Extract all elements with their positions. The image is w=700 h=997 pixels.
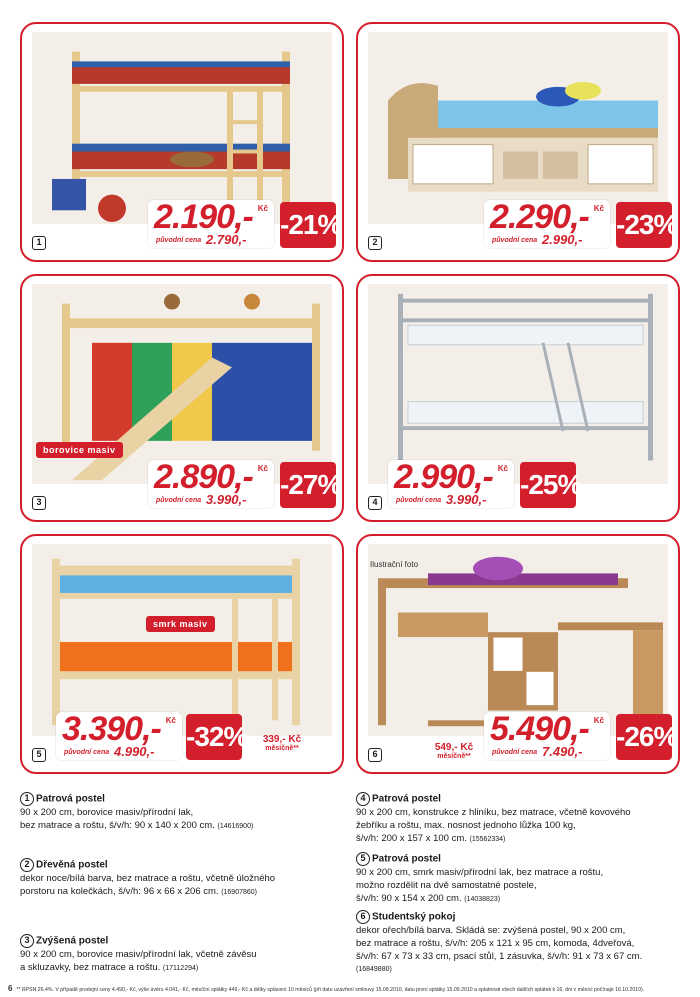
- product-card-3[interactable]: [20, 274, 344, 522]
- product-code: (16849880): [356, 966, 392, 973]
- original-price: 2.790,-: [206, 232, 247, 247]
- original-price-label: původní cena: [492, 237, 538, 244]
- description-line: možno rozdělit na dvě samostatné postele,: [356, 880, 537, 891]
- original-price: 2.990,-: [542, 232, 583, 247]
- product-code: (15562334): [469, 836, 506, 843]
- discount-badge: -25%: [520, 462, 576, 508]
- description-line: dekor ořech/bílá barva. Skládá se: zvýšená postel, 90 x 200 cm,: [356, 925, 626, 936]
- monthly-value: 549,- Kč: [434, 742, 474, 753]
- monthly-label: měsíčně**: [437, 753, 471, 760]
- product-number: 2: [368, 236, 382, 250]
- price-box: [148, 460, 274, 508]
- product-photo-bunk-bed-pine: [32, 32, 332, 224]
- description-1: [20, 792, 340, 833]
- monthly-installment: [422, 742, 486, 760]
- sale-price: 2.190,-: [154, 198, 253, 236]
- discount-badge: -23%: [616, 202, 672, 248]
- description-number: 4: [356, 792, 370, 806]
- description-3: [20, 934, 340, 975]
- description-2: [20, 858, 340, 899]
- original-price-label: původní cena: [64, 749, 110, 756]
- price-box: [484, 200, 610, 248]
- discount-badge: -27%: [280, 462, 336, 508]
- price-box: [388, 460, 514, 508]
- description-title: Studentský pokoj: [372, 911, 456, 923]
- description-6: [356, 910, 696, 976]
- original-price: 4.990,-: [114, 744, 155, 759]
- sale-price: 5.490,-: [490, 710, 589, 748]
- product-card-2[interactable]: [356, 22, 680, 262]
- discount-badge: -21%: [280, 202, 336, 248]
- description-line: 90 x 200 cm, borovice masiv/přírodní lak, včetně závěsu: [20, 949, 257, 960]
- description-4: [356, 792, 686, 846]
- original-price: 3.990,-: [446, 492, 487, 507]
- photo-note: Ilustrační foto: [370, 560, 419, 569]
- description-line: a skluzavky, bez matrace a roštu.: [20, 962, 161, 973]
- description-5: [356, 852, 686, 906]
- description-line: dekor noce/bílá barva, bez matrace a roštu, včetně úložného: [20, 873, 276, 884]
- price-box: [148, 200, 274, 248]
- product-photo-metal-bunk-bed: [368, 284, 668, 484]
- description-line: š/v/h: 67 x 73 x 33 cm, psací stůl, 1 zásuvka, š/v/h: 91 x 73 x 67 cm.: [356, 951, 643, 962]
- footer-disclaimer: [8, 984, 692, 993]
- description-line: š/v/h: 200 x 157 x 100 cm.: [356, 833, 467, 844]
- product-number: 3: [32, 496, 46, 510]
- price-box: [56, 712, 182, 760]
- description-title: Patrová postel: [372, 793, 441, 805]
- original-price: 7.490,-: [542, 744, 583, 759]
- product-photo-storage-bed: [368, 32, 668, 224]
- material-tag: borovice masiv: [36, 442, 123, 458]
- material-tag: smrk masiv: [146, 616, 215, 632]
- sale-price: 3.390,-: [62, 710, 161, 748]
- description-number: 6: [356, 910, 370, 924]
- product-card-5[interactable]: [20, 534, 344, 774]
- monthly-installment: [248, 734, 316, 752]
- product-code: (16907860): [221, 889, 257, 896]
- product-number: 6: [368, 748, 382, 762]
- description-title: Zvýšená postel: [36, 935, 109, 947]
- description-line: žebříku a roštu, max. nosnost jednoho lůžka 100 kg,: [356, 820, 576, 831]
- product-code: (14038823): [464, 896, 501, 903]
- description-number: 3: [20, 934, 34, 948]
- description-title: Patrová postel: [372, 853, 441, 865]
- description-line: bez matrace a roštu, š/v/h: 205 x 121 x 95 cm, komoda, 4dveřová,: [356, 938, 635, 949]
- monthly-label: měsíčně**: [265, 745, 299, 752]
- currency: Kč: [497, 464, 508, 473]
- description-line: 90 x 200 cm, smrk masiv/přírodní lak, bez matrace a roštu,: [356, 867, 604, 878]
- product-photo-student-room: [368, 544, 668, 736]
- monthly-value: 339,- Kč: [262, 734, 302, 745]
- description-number: 2: [20, 858, 34, 872]
- description-line: 90 x 200 cm, konstrukce z hliníku, bez matrace, včetně kovového: [356, 807, 631, 818]
- description-line: 90 x 200 cm, borovice masiv/přírodní lak,: [20, 807, 194, 818]
- description-line: porstoru na kolečkách, š/v/h: 96 x 66 x 206 cm.: [20, 886, 219, 897]
- product-photo-spruce-bunk-bed: [32, 544, 332, 736]
- product-card-4[interactable]: [356, 274, 680, 522]
- currency: Kč: [593, 716, 604, 725]
- currency: Kč: [257, 464, 268, 473]
- original-price-label: původní cena: [156, 237, 202, 244]
- sale-price: 2.290,-: [490, 198, 589, 236]
- price-box: [484, 712, 610, 760]
- original-price-label: původní cena: [492, 749, 538, 756]
- product-code: (17112294): [162, 965, 199, 972]
- description-line: š/v/h: 90 x 154 x 200 cm.: [356, 893, 462, 904]
- description-number: 1: [20, 792, 34, 806]
- footer-text: ** RPSN 26,4%. V případě prodejní ceny 4.490,- Kč, výše úvěru 4.041,- Kč, měsíční splátky 449,- Kč a délky splácení 10 měsíců (při datu uzavření smlouvy 15.08.2010, datu první splátky 15.09.2010 a splatnosti všech dalších splátek k 16. dni v měsíci počínaje 16.10.2010).: [16, 987, 645, 993]
- currency: Kč: [165, 716, 176, 725]
- page-number: 6: [8, 984, 13, 993]
- original-price-label: původní cena: [396, 497, 442, 504]
- sale-price: 2.990,-: [394, 458, 493, 496]
- product-card-6[interactable]: [356, 534, 680, 774]
- product-number: 4: [368, 496, 382, 510]
- product-number: 1: [32, 236, 46, 250]
- original-price: 3.990,-: [206, 492, 247, 507]
- currency: Kč: [593, 204, 604, 213]
- description-title: Patrová postel: [36, 793, 105, 805]
- description-number: 5: [356, 852, 370, 866]
- product-number: 5: [32, 748, 46, 762]
- currency: Kč: [257, 204, 268, 213]
- product-code: (14616900): [217, 823, 254, 830]
- sale-price: 2.890,-: [154, 458, 253, 496]
- original-price-label: původní cena: [156, 497, 202, 504]
- discount-badge: -26%: [616, 714, 672, 760]
- description-line: bez matrace a roštu, š/v/h: 90 x 140 x 200 cm.: [20, 820, 215, 831]
- description-title: Dřevěná postel: [36, 859, 108, 871]
- product-card-1[interactable]: [20, 22, 344, 262]
- discount-badge: -32%: [186, 714, 242, 760]
